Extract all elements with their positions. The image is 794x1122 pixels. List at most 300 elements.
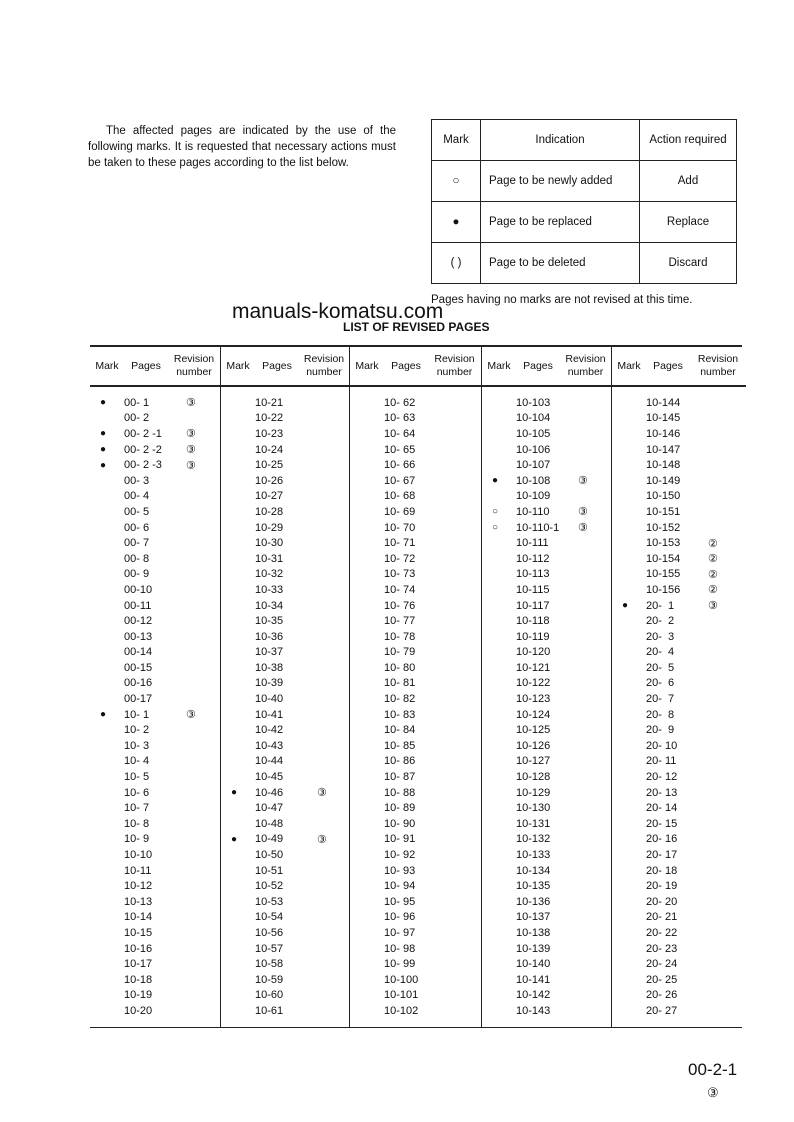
page-row xyxy=(221,473,349,489)
page-number: 10-148 xyxy=(646,459,681,472)
page-row xyxy=(350,738,481,754)
page-number: 10- 78 xyxy=(384,630,416,643)
page-number: 10- 3 xyxy=(124,739,150,752)
page-row xyxy=(221,956,349,972)
page-row xyxy=(221,645,349,661)
header-pages: Pages xyxy=(262,360,292,372)
page-number: 10-141 xyxy=(516,973,551,986)
page-number: 10-17 xyxy=(124,958,153,971)
page-number: 00-10 xyxy=(124,583,153,596)
page-row xyxy=(90,988,220,1004)
page-row xyxy=(90,504,220,520)
page-row xyxy=(90,598,220,614)
page-number: 10-104 xyxy=(516,412,551,425)
page-number: 10- 96 xyxy=(384,911,416,924)
page-row xyxy=(221,629,349,645)
page-number: 20- 19 xyxy=(646,880,678,893)
page-row xyxy=(482,582,611,598)
page-row xyxy=(221,582,349,598)
mark-symbol: ( ) xyxy=(432,243,481,284)
page-row xyxy=(350,645,481,661)
page-number: 10- 80 xyxy=(384,661,416,674)
page-row xyxy=(90,613,220,629)
page-number: 00-2-1 xyxy=(688,1060,738,1079)
page-row xyxy=(612,1003,746,1019)
list-column xyxy=(90,347,221,1027)
page-row xyxy=(612,504,746,520)
page-row xyxy=(482,941,611,957)
page-row xyxy=(612,457,746,473)
action: Discard xyxy=(640,243,737,284)
page-row xyxy=(482,551,611,567)
page-row xyxy=(221,988,349,1004)
page-row xyxy=(350,941,481,957)
page-number: 20- 10 xyxy=(646,739,678,752)
page-number: 10- 92 xyxy=(384,849,416,862)
page-row xyxy=(350,676,481,692)
page-number: 20- 13 xyxy=(646,786,678,799)
page-number: 10- 73 xyxy=(384,568,416,581)
revision-number: ③ xyxy=(186,444,196,457)
page-number: 20- 22 xyxy=(646,926,678,939)
page-row xyxy=(612,598,746,614)
header-mark: Mark xyxy=(617,360,641,372)
page-row xyxy=(221,395,349,411)
page-number: 00- 4 xyxy=(124,490,150,503)
page-number: 10-16 xyxy=(124,942,153,955)
page-number: 10- 86 xyxy=(384,755,416,768)
page-row xyxy=(221,754,349,770)
page-number: 10-156 xyxy=(646,583,681,596)
page-row xyxy=(482,613,611,629)
page-number: 00- 8 xyxy=(124,552,150,565)
page-row xyxy=(221,972,349,988)
page-number: 10-25 xyxy=(255,459,284,472)
page-number: 10-57 xyxy=(255,942,284,955)
page-number: 10- 5 xyxy=(124,771,150,784)
page-number: 10-61 xyxy=(255,1004,284,1017)
page-number: 10-10 xyxy=(124,849,153,862)
page-row xyxy=(350,769,481,785)
page-number: 10-23 xyxy=(255,427,284,440)
page-row xyxy=(482,707,611,723)
page-number: 10-26 xyxy=(255,474,284,487)
page-number: 10-30 xyxy=(255,537,284,550)
page-number: 10- 9 xyxy=(124,833,150,846)
page-row xyxy=(350,691,481,707)
page-revision: ③ xyxy=(707,1085,719,1100)
page-row xyxy=(90,395,220,411)
page-number: 00- 7 xyxy=(124,537,150,550)
page-number: 20- 25 xyxy=(646,973,678,986)
header-revision: Revision number xyxy=(173,353,215,378)
page-row xyxy=(90,816,220,832)
page-number: 10-45 xyxy=(255,771,284,784)
page-row xyxy=(612,894,746,910)
page-row xyxy=(482,956,611,972)
page-row xyxy=(350,582,481,598)
page-row xyxy=(350,442,481,458)
page-row xyxy=(612,988,746,1004)
page-number: 10-154 xyxy=(646,552,681,565)
mark-symbol: ● xyxy=(230,787,238,799)
revision-number: ③ xyxy=(317,787,327,800)
page-row xyxy=(90,535,220,551)
page-row xyxy=(90,722,220,738)
page-row xyxy=(482,691,611,707)
page-row xyxy=(90,941,220,957)
page-row xyxy=(221,598,349,614)
column-header xyxy=(350,347,481,387)
page-row xyxy=(482,395,611,411)
page-row xyxy=(612,395,746,411)
column-header xyxy=(90,347,220,387)
page-number: 10- 85 xyxy=(384,739,416,752)
revision-number: ③ xyxy=(578,506,588,519)
page-number: 10-103 xyxy=(516,396,551,409)
page-number: 10-31 xyxy=(255,552,284,565)
page-row xyxy=(482,847,611,863)
page-number: 10-131 xyxy=(516,817,551,830)
page-row xyxy=(482,785,611,801)
page-number: 10- 79 xyxy=(384,646,416,659)
indication: Page to be newly added xyxy=(481,161,640,202)
page-row xyxy=(350,520,481,536)
page-row xyxy=(612,847,746,863)
page-row xyxy=(221,676,349,692)
page-number: 10-42 xyxy=(255,724,284,737)
page-row xyxy=(612,878,746,894)
page-row xyxy=(482,1003,611,1019)
page-row xyxy=(482,504,611,520)
page-number: 10-136 xyxy=(516,895,551,908)
page-number: 10-102 xyxy=(384,1004,419,1017)
marks-row-replace xyxy=(432,202,737,243)
page-number: 10-32 xyxy=(255,568,284,581)
page-row xyxy=(482,411,611,427)
page-number: 00- 2 -1 xyxy=(124,427,162,440)
page-number: 10-133 xyxy=(516,849,551,862)
page-number: 10- 81 xyxy=(384,677,416,690)
page-row xyxy=(612,956,746,972)
page-number: 10-22 xyxy=(255,412,284,425)
header-pages: Pages xyxy=(131,360,161,372)
header-pages: Pages xyxy=(523,360,553,372)
page-row xyxy=(482,800,611,816)
page-row xyxy=(350,988,481,1004)
page-row xyxy=(221,613,349,629)
list-column xyxy=(612,347,746,1027)
page-row xyxy=(221,520,349,536)
page-number: 10- 62 xyxy=(384,396,416,409)
page-number: 10-150 xyxy=(646,490,681,503)
page-number: 10- 91 xyxy=(384,833,416,846)
page-row xyxy=(90,442,220,458)
page-number: 10-38 xyxy=(255,661,284,674)
page-row xyxy=(612,629,746,645)
page-row xyxy=(90,800,220,816)
page-row xyxy=(482,598,611,614)
page-row xyxy=(350,878,481,894)
page-number: 20- 1 xyxy=(646,599,675,612)
page-row xyxy=(612,925,746,941)
page-row xyxy=(350,1003,481,1019)
page-number: 10-105 xyxy=(516,427,551,440)
page-number: 10- 68 xyxy=(384,490,416,503)
page-number: 10-29 xyxy=(255,521,284,534)
page-number: 10-44 xyxy=(255,755,284,768)
page-row xyxy=(350,972,481,988)
page-row xyxy=(90,520,220,536)
page-row xyxy=(90,567,220,583)
page-number: 10- 90 xyxy=(384,817,416,830)
page-row xyxy=(350,613,481,629)
page-row xyxy=(90,785,220,801)
revision-number: ② xyxy=(708,568,718,581)
page-row xyxy=(482,457,611,473)
page-number: 20- 12 xyxy=(646,771,678,784)
page-number: 20- 11 xyxy=(646,755,677,768)
page-number: 10- 74 xyxy=(384,583,416,596)
page-row xyxy=(90,910,220,926)
page-row xyxy=(482,863,611,879)
page-row xyxy=(90,925,220,941)
page-number: 10-130 xyxy=(516,802,551,815)
page-number: 10-24 xyxy=(255,443,284,456)
page-row xyxy=(612,707,746,723)
page-number: 10-35 xyxy=(255,615,284,628)
page-row xyxy=(612,863,746,879)
action: Add xyxy=(640,161,737,202)
page-row xyxy=(90,1003,220,1019)
page-number: 10-112 xyxy=(516,552,550,565)
page-row xyxy=(482,894,611,910)
page-row xyxy=(221,707,349,723)
page-number: 10-134 xyxy=(516,864,551,877)
page-row xyxy=(90,738,220,754)
page-row xyxy=(612,800,746,816)
marks-header-row xyxy=(432,120,737,161)
page-number: 10- 77 xyxy=(384,615,416,628)
mark-symbol: ○ xyxy=(491,506,499,518)
page-number: 10- 76 xyxy=(384,599,416,612)
page-number: 10-127 xyxy=(516,755,551,768)
page-number: 20- 27 xyxy=(646,1004,678,1017)
mark-symbol: ● xyxy=(432,202,481,243)
page-number: 20- 14 xyxy=(646,802,678,815)
page-row xyxy=(90,863,220,879)
page-number: 20- 9 xyxy=(646,724,675,737)
mark-symbol: ● xyxy=(99,709,107,721)
page-number: 10-151 xyxy=(646,505,681,518)
page-row xyxy=(221,941,349,957)
page-number: 10-149 xyxy=(646,474,681,487)
page-row xyxy=(612,660,746,676)
page-row xyxy=(482,676,611,692)
page-row xyxy=(221,457,349,473)
page-row xyxy=(482,426,611,442)
page-number: 10-59 xyxy=(255,973,284,986)
page-number: 10-147 xyxy=(646,443,681,456)
page-number: 10-12 xyxy=(124,880,153,893)
page-row xyxy=(221,489,349,505)
page-number: 10-20 xyxy=(124,1004,153,1017)
page-number: 20- 8 xyxy=(646,708,675,721)
page-number: 10- 72 xyxy=(384,552,416,565)
page-row xyxy=(482,442,611,458)
list-title: LIST OF REVISED PAGES xyxy=(343,320,490,334)
page-row xyxy=(90,832,220,848)
page-number: 10-46 xyxy=(255,786,284,799)
page-row xyxy=(90,956,220,972)
revision-number: ③ xyxy=(186,397,196,410)
page-number: 20- 17 xyxy=(646,849,678,862)
page-number: 10- 98 xyxy=(384,942,416,955)
page-row xyxy=(482,988,611,1004)
page-number: 20- 6 xyxy=(646,677,675,690)
page-row xyxy=(350,707,481,723)
header-action: Action required xyxy=(640,120,737,161)
header-revision: Revision number xyxy=(697,353,739,378)
page-row xyxy=(90,754,220,770)
page-number: 00- 9 xyxy=(124,568,150,581)
page-row xyxy=(350,863,481,879)
page-number: 10-108 xyxy=(516,474,551,487)
page-number: 10- 97 xyxy=(384,926,416,939)
page-row xyxy=(221,832,349,848)
revision-number: ③ xyxy=(186,709,196,722)
page-row xyxy=(90,551,220,567)
page-number: 10-54 xyxy=(255,911,284,924)
page-row xyxy=(612,411,746,427)
page-number: 00-13 xyxy=(124,630,153,643)
page-number: 10- 87 xyxy=(384,771,416,784)
page-number: 10- 6 xyxy=(124,786,150,799)
page-row xyxy=(350,754,481,770)
page-row xyxy=(612,785,746,801)
page-number: 10-120 xyxy=(516,646,551,659)
page-row xyxy=(350,925,481,941)
page-row xyxy=(90,676,220,692)
page-number: 10-145 xyxy=(646,412,681,425)
page-row xyxy=(90,707,220,723)
intro-paragraph: The affected pages are indicated by the use of the following marks. It is requested that necessary actions must be taken to these pages according to the list below. xyxy=(88,124,396,169)
page-number: 20- 4 xyxy=(646,646,675,659)
page-row xyxy=(350,395,481,411)
page-row xyxy=(612,442,746,458)
page-number: 10-41 xyxy=(255,708,284,721)
page-number: 10-49 xyxy=(255,833,284,846)
indication: Page to be replaced xyxy=(481,202,640,243)
page-number: 10-58 xyxy=(255,958,284,971)
page-number: 20- 21 xyxy=(646,911,678,924)
page-row xyxy=(482,738,611,754)
header-mark: Mark xyxy=(95,360,119,372)
page-number: 10- 67 xyxy=(384,474,416,487)
page-number: 00- 6 xyxy=(124,521,150,534)
revision-number: ③ xyxy=(317,833,327,846)
page-number: 10-129 xyxy=(516,786,551,799)
page-number: 20- 24 xyxy=(646,958,678,971)
page-number: 10- 84 xyxy=(384,724,416,737)
page-number: 10-132 xyxy=(516,833,551,846)
page-number: 10-106 xyxy=(516,443,551,456)
page-row xyxy=(612,754,746,770)
page-row xyxy=(350,473,481,489)
page-row xyxy=(90,489,220,505)
page-number: 10- 70 xyxy=(384,521,416,534)
page-number: 10-50 xyxy=(255,849,284,862)
column-header xyxy=(612,347,746,387)
marks-row-add xyxy=(432,161,737,202)
page-number: 10-139 xyxy=(516,942,551,955)
page-row xyxy=(350,551,481,567)
page-number: 00- 3 xyxy=(124,474,150,487)
page-number: 10- 94 xyxy=(384,880,416,893)
mark-symbol: ○ xyxy=(432,161,481,202)
page-number: 10- 66 xyxy=(384,459,416,472)
page-number: 20- 26 xyxy=(646,989,678,1002)
page-number: 10-143 xyxy=(516,1004,551,1017)
page-number: 10- 2 xyxy=(124,724,150,737)
page-row xyxy=(482,925,611,941)
page-row xyxy=(350,785,481,801)
page-row xyxy=(350,832,481,848)
page-row xyxy=(350,800,481,816)
mark-symbol: ● xyxy=(491,475,499,487)
header-mark: Mark xyxy=(432,120,481,161)
revision-number: ③ xyxy=(708,600,718,613)
page-row xyxy=(612,941,746,957)
page-number: 10-53 xyxy=(255,895,284,908)
page-number: 10- 93 xyxy=(384,864,416,877)
page-row xyxy=(221,800,349,816)
page-number: 20- 15 xyxy=(646,817,678,830)
page-number: 10-100 xyxy=(384,973,419,986)
page-row xyxy=(612,535,746,551)
page-row xyxy=(612,489,746,505)
header-mark: Mark xyxy=(487,360,511,372)
page-number: 20- 3 xyxy=(646,630,675,643)
revision-number: ② xyxy=(708,537,718,550)
page-number: 10-140 xyxy=(516,958,551,971)
page-row xyxy=(482,722,611,738)
page-row xyxy=(612,613,746,629)
page-row xyxy=(612,426,746,442)
page-number: 10- 8 xyxy=(124,817,150,830)
page-row xyxy=(350,956,481,972)
page-row xyxy=(482,629,611,645)
page-number: 10-125 xyxy=(516,724,551,737)
page-number: 10-48 xyxy=(255,817,284,830)
header-pages: Pages xyxy=(653,360,683,372)
page-number: 10- 82 xyxy=(384,693,416,706)
page-row xyxy=(612,645,746,661)
page-row xyxy=(612,832,746,848)
page-number: 10-51 xyxy=(255,864,284,877)
page-row xyxy=(482,972,611,988)
page-row xyxy=(221,769,349,785)
page-row xyxy=(482,878,611,894)
page-number: 00-15 xyxy=(124,661,153,674)
page-number: 10-124 xyxy=(516,708,551,721)
page-number: 00-12 xyxy=(124,615,153,628)
page-number: 10-121 xyxy=(516,661,551,674)
revision-number: ③ xyxy=(578,522,588,535)
page-number: 10-110 xyxy=(516,505,550,518)
page-row xyxy=(90,426,220,442)
page-row xyxy=(90,878,220,894)
